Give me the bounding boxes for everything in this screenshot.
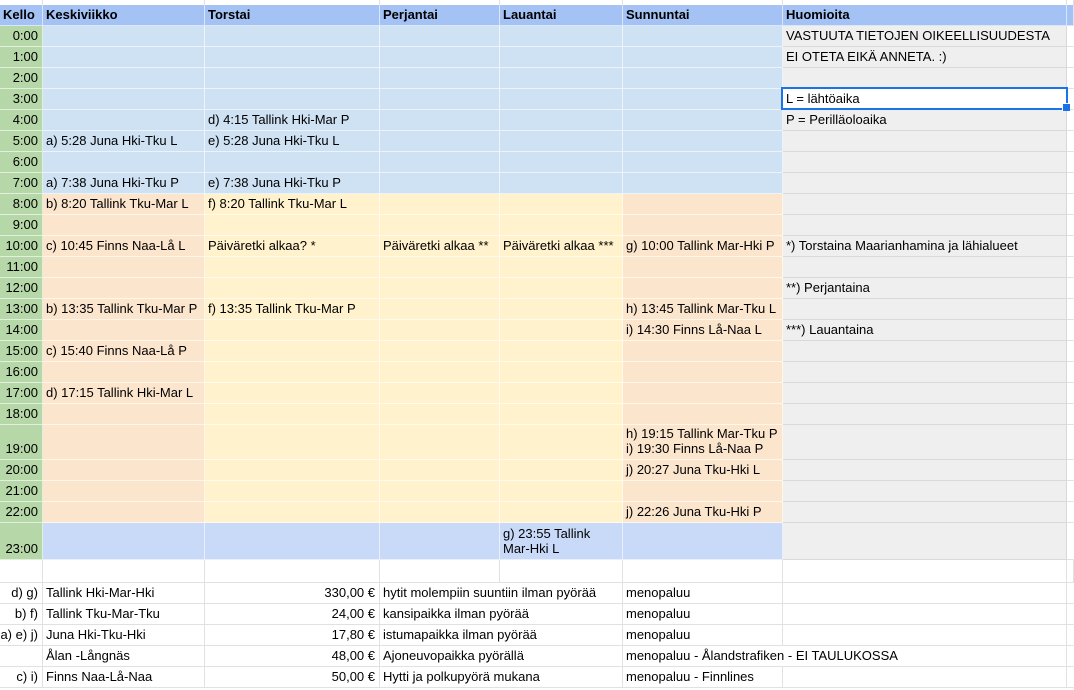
cell-keskiviikko-9:00[interactable] bbox=[43, 215, 205, 236]
cell-torstai-19:00[interactable] bbox=[205, 425, 380, 460]
cell-perjantai-23:00[interactable] bbox=[380, 523, 500, 560]
spacer-cell[interactable] bbox=[1067, 560, 1074, 583]
cell-torstai-0:00[interactable] bbox=[205, 26, 380, 47]
legend-description[interactable]: hytit molempiin suuntiin ilman pyörää bbox=[380, 583, 623, 604]
cell-extra-22:00[interactable] bbox=[1067, 502, 1074, 523]
legend-type[interactable]: menopaluu bbox=[623, 604, 783, 625]
cell-sunnuntai-23:00[interactable] bbox=[623, 523, 783, 560]
cell-torstai-23:00[interactable] bbox=[205, 523, 380, 560]
sheet-row bbox=[0, 320, 1074, 341]
cell-lauantai-15:00[interactable] bbox=[500, 341, 623, 362]
cell-lauantai-0:00[interactable] bbox=[500, 26, 623, 47]
cell-torstai-1:00[interactable] bbox=[205, 47, 380, 68]
cell-keskiviikko-17:00[interactable]: d) 17:15 Tallink Hki-Mar L bbox=[43, 383, 205, 404]
cell-huomioita-12:00[interactable]: **) Perjantaina bbox=[783, 278, 1067, 299]
legend-route[interactable]: Ålan -Långnäs bbox=[43, 646, 205, 667]
legend-route[interactable]: Juna Hki-Tku-Hki bbox=[43, 625, 205, 646]
cell-torstai-18:00[interactable] bbox=[205, 404, 380, 425]
cell-extra-10:00[interactable] bbox=[1067, 236, 1074, 257]
spacer-cell[interactable] bbox=[783, 560, 1067, 583]
cell-torstai-4:00[interactable]: d) 4:15 Tallink Hki-Mar P bbox=[205, 110, 380, 131]
legend-description[interactable]: Hytti ja polkupyörä mukana bbox=[380, 667, 623, 688]
legend-row bbox=[0, 667, 1074, 688]
legend-extra[interactable] bbox=[1067, 667, 1074, 688]
legend-type[interactable]: menopaluu - Finnlines bbox=[623, 667, 783, 688]
sheet-row bbox=[0, 215, 1074, 236]
cell-huomioita-13:00[interactable] bbox=[783, 299, 1067, 320]
legend-price[interactable]: 330,00 € bbox=[205, 583, 380, 604]
cell-torstai-2:00[interactable] bbox=[205, 68, 380, 89]
sheet-row bbox=[0, 523, 1074, 560]
sheet-row bbox=[0, 173, 1074, 194]
cell-huomioita-14:00[interactable]: ***) Lauantaina bbox=[783, 320, 1067, 341]
cell-torstai-22:00[interactable] bbox=[205, 502, 380, 523]
cell-lauantai-5:00[interactable] bbox=[500, 131, 623, 152]
cell-torstai-3:00[interactable] bbox=[205, 89, 380, 110]
cell-perjantai-9:00[interactable] bbox=[380, 215, 500, 236]
cell-perjantai-10:00[interactable]: Päiväretki alkaa ** bbox=[380, 236, 500, 257]
sheet-row bbox=[0, 47, 1074, 68]
column-header-perjantai[interactable]: Perjantai bbox=[380, 5, 500, 26]
time-cell-2:00[interactable]: 2:00 bbox=[0, 68, 43, 89]
cell-lauantai-10:00[interactable]: Päiväretki alkaa *** bbox=[500, 236, 623, 257]
cell-huomioita-19:00[interactable] bbox=[783, 425, 1067, 460]
cell-huomioita-5:00[interactable] bbox=[783, 131, 1067, 152]
time-cell-19:00[interactable]: 19:00 bbox=[0, 425, 43, 460]
sheet-row bbox=[0, 481, 1074, 502]
time-cell-3:00[interactable]: 3:00 bbox=[0, 89, 43, 110]
spacer-cell[interactable] bbox=[43, 560, 205, 583]
legend-route[interactable]: Finns Naa-Lå-Naa bbox=[43, 667, 205, 688]
cell-extra-15:00[interactable] bbox=[1067, 341, 1074, 362]
cell-huomioita-8:00[interactable] bbox=[783, 194, 1067, 215]
cell-sunnuntai-14:00[interactable]: i) 14:30 Finns Lå-Naa L bbox=[623, 320, 783, 341]
legend-price[interactable]: 48,00 € bbox=[205, 646, 380, 667]
time-cell-1:00[interactable]: 1:00 bbox=[0, 47, 43, 68]
cell-lauantai-12:00[interactable] bbox=[500, 278, 623, 299]
legend-empty[interactable] bbox=[783, 667, 1067, 688]
cell-keskiviikko-4:00[interactable] bbox=[43, 110, 205, 131]
cell-lauantai-20:00[interactable] bbox=[500, 460, 623, 481]
legend-extra[interactable] bbox=[1067, 625, 1074, 646]
cell-keskiviikko-16:00[interactable] bbox=[43, 362, 205, 383]
cell-extra-21:00[interactable] bbox=[1067, 481, 1074, 502]
cell-torstai-5:00[interactable]: e) 5:28 Juna Hki-Tku L bbox=[205, 131, 380, 152]
cell-perjantai-14:00[interactable] bbox=[380, 320, 500, 341]
sheet-row bbox=[0, 299, 1074, 320]
cell-keskiviikko-13:00[interactable]: b) 13:35 Tallink Tku-Mar P bbox=[43, 299, 205, 320]
time-cell-15:00[interactable]: 15:00 bbox=[0, 341, 43, 362]
cell-huomioita-2:00[interactable] bbox=[783, 68, 1067, 89]
cell-keskiviikko-5:00[interactable]: a) 5:28 Juna Hki-Tku L bbox=[43, 131, 205, 152]
cell-lauantai-22:00[interactable] bbox=[500, 502, 623, 523]
cell-sunnuntai-11:00[interactable] bbox=[623, 257, 783, 278]
cell-lauantai-23:00[interactable]: g) 23:55 Tallink Mar-Hki L bbox=[500, 523, 623, 560]
cell-lauantai-6:00[interactable] bbox=[500, 152, 623, 173]
legend-empty[interactable] bbox=[783, 583, 1067, 604]
column-header-extra[interactable] bbox=[1067, 5, 1074, 26]
legend-description[interactable]: kansipaikka ilman pyörää bbox=[380, 604, 623, 625]
legend-codes[interactable]: d) g) bbox=[0, 583, 43, 604]
legend-description[interactable]: istumapaikka ilman pyörää bbox=[380, 625, 623, 646]
time-cell-16:00[interactable]: 16:00 bbox=[0, 362, 43, 383]
time-cell-9:00[interactable]: 9:00 bbox=[0, 215, 43, 236]
legend-route[interactable]: Tallink Hki-Mar-Hki bbox=[43, 583, 205, 604]
sheet-row bbox=[0, 425, 1074, 460]
cell-torstai-8:00[interactable]: f) 8:20 Tallink Tku-Mar L bbox=[205, 194, 380, 215]
sheet-row bbox=[0, 89, 1074, 110]
time-cell-4:00[interactable]: 4:00 bbox=[0, 110, 43, 131]
cell-sunnuntai-9:00[interactable] bbox=[623, 215, 783, 236]
sheet-row bbox=[0, 26, 1074, 47]
cell-extra-0:00[interactable] bbox=[1067, 26, 1074, 47]
cell-sunnuntai-2:00[interactable] bbox=[623, 68, 783, 89]
column-header-lauantai[interactable]: Lauantai bbox=[500, 5, 623, 26]
cell-sunnuntai-17:00[interactable] bbox=[623, 383, 783, 404]
cell-huomioita-18:00[interactable] bbox=[783, 404, 1067, 425]
cell-huomioita-22:00[interactable] bbox=[783, 502, 1067, 523]
legend-extra[interactable] bbox=[1067, 583, 1074, 604]
cell-sunnuntai-12:00[interactable] bbox=[623, 278, 783, 299]
cell-keskiviikko-7:00[interactable]: a) 7:38 Juna Hki-Tku P bbox=[43, 173, 205, 194]
sheet-row bbox=[0, 404, 1074, 425]
sheet-row bbox=[0, 383, 1074, 404]
cell-perjantai-2:00[interactable] bbox=[380, 68, 500, 89]
time-cell-20:00[interactable]: 20:00 bbox=[0, 460, 43, 481]
cell-extra-9:00[interactable] bbox=[1067, 215, 1074, 236]
cell-lauantai-8:00[interactable] bbox=[500, 194, 623, 215]
cell-huomioita-4:00[interactable]: P = Perilläoloaika bbox=[783, 110, 1067, 131]
cell-keskiviikko-2:00[interactable] bbox=[43, 68, 205, 89]
legend-table bbox=[0, 560, 1074, 688]
cell-perjantai-1:00[interactable] bbox=[380, 47, 500, 68]
cell-keskiviikko-8:00[interactable]: b) 8:20 Tallink Tku-Mar L bbox=[43, 194, 205, 215]
cell-perjantai-11:00[interactable] bbox=[380, 257, 500, 278]
time-cell-23:00[interactable]: 23:00 bbox=[0, 523, 43, 560]
cell-torstai-10:00[interactable]: Päiväretki alkaa? * bbox=[205, 236, 380, 257]
time-cell-10:00[interactable]: 10:00 bbox=[0, 236, 43, 257]
sheet-row bbox=[0, 341, 1074, 362]
legend-codes[interactable]: b) f) bbox=[0, 604, 43, 625]
cell-perjantai-22:00[interactable] bbox=[380, 502, 500, 523]
cell-lauantai-4:00[interactable] bbox=[500, 110, 623, 131]
cell-extra-13:00[interactable] bbox=[1067, 299, 1074, 320]
cell-sunnuntai-7:00[interactable] bbox=[623, 173, 783, 194]
legend-row bbox=[0, 646, 1074, 667]
legend-extra[interactable] bbox=[1067, 604, 1074, 625]
cell-lauantai-9:00[interactable] bbox=[500, 215, 623, 236]
fill-handle-icon[interactable] bbox=[1062, 103, 1070, 111]
cell-perjantai-8:00[interactable] bbox=[380, 194, 500, 215]
legend-empty[interactable] bbox=[783, 625, 1067, 646]
legend-description[interactable]: Ajoneuvopaikka pyörällä bbox=[380, 646, 623, 667]
cell-extra-6:00[interactable] bbox=[1067, 152, 1074, 173]
cell-huomioita-21:00[interactable] bbox=[783, 481, 1067, 502]
cell-keskiviikko-6:00[interactable] bbox=[43, 152, 205, 173]
legend-price[interactable]: 17,80 € bbox=[205, 625, 380, 646]
cell-keskiviikko-3:00[interactable] bbox=[43, 89, 205, 110]
cell-extra-14:00[interactable] bbox=[1067, 320, 1074, 341]
cell-sunnuntai-21:00[interactable] bbox=[623, 481, 783, 502]
cell-huomioita-23:00[interactable] bbox=[783, 523, 1067, 560]
cell-huomioita-9:00[interactable] bbox=[783, 215, 1067, 236]
cell-sunnuntai-3:00[interactable] bbox=[623, 89, 783, 110]
cell-extra-17:00[interactable] bbox=[1067, 383, 1074, 404]
cell-lauantai-19:00[interactable] bbox=[500, 425, 623, 460]
cell-huomioita-7:00[interactable] bbox=[783, 173, 1067, 194]
cell-keskiviikko-21:00[interactable] bbox=[43, 481, 205, 502]
cell-sunnuntai-20:00[interactable]: j) 20:27 Juna Tku-Hki L bbox=[623, 460, 783, 481]
legend-empty[interactable] bbox=[783, 604, 1067, 625]
cell-sunnuntai-5:00[interactable] bbox=[623, 131, 783, 152]
cell-keskiviikko-19:00[interactable] bbox=[43, 425, 205, 460]
spacer-row bbox=[0, 560, 1074, 583]
cell-lauantai-17:00[interactable] bbox=[500, 383, 623, 404]
cell-huomioita-11:00[interactable] bbox=[783, 257, 1067, 278]
cell-keskiviikko-11:00[interactable] bbox=[43, 257, 205, 278]
spacer-cell[interactable] bbox=[623, 560, 783, 583]
cell-keskiviikko-20:00[interactable] bbox=[43, 460, 205, 481]
cell-huomioita-20:00[interactable] bbox=[783, 460, 1067, 481]
cell-keskiviikko-18:00[interactable] bbox=[43, 404, 205, 425]
cell-torstai-6:00[interactable] bbox=[205, 152, 380, 173]
legend-price[interactable]: 50,00 € bbox=[205, 667, 380, 688]
cell-sunnuntai-6:00[interactable] bbox=[623, 152, 783, 173]
sheet-row bbox=[0, 68, 1074, 89]
cell-torstai-13:00[interactable]: f) 13:35 Tallink Tku-Mar P bbox=[205, 299, 380, 320]
cell-perjantai-0:00[interactable] bbox=[380, 26, 500, 47]
cell-torstai-20:00[interactable] bbox=[205, 460, 380, 481]
cell-torstai-9:00[interactable] bbox=[205, 215, 380, 236]
time-cell-14:00[interactable]: 14:00 bbox=[0, 320, 43, 341]
cell-lauantai-14:00[interactable] bbox=[500, 320, 623, 341]
cell-perjantai-17:00[interactable] bbox=[380, 383, 500, 404]
cell-torstai-16:00[interactable] bbox=[205, 362, 380, 383]
legend-type[interactable]: menopaluu bbox=[623, 583, 783, 604]
sheet-row bbox=[0, 152, 1074, 173]
cell-lauantai-11:00[interactable] bbox=[500, 257, 623, 278]
header-row bbox=[0, 5, 1074, 26]
legend-codes[interactable] bbox=[0, 646, 43, 667]
cell-lauantai-18:00[interactable] bbox=[500, 404, 623, 425]
cell-torstai-11:00[interactable] bbox=[205, 257, 380, 278]
time-cell-17:00[interactable]: 17:00 bbox=[0, 383, 43, 404]
time-cell-11:00[interactable]: 11:00 bbox=[0, 257, 43, 278]
cell-extra-11:00[interactable] bbox=[1067, 257, 1074, 278]
legend-type[interactable]: menopaluu bbox=[623, 625, 783, 646]
time-cell-5:00[interactable]: 5:00 bbox=[0, 131, 43, 152]
spacer-cell[interactable] bbox=[205, 560, 380, 583]
spacer-cell[interactable] bbox=[500, 560, 623, 583]
cell-perjantai-20:00[interactable] bbox=[380, 460, 500, 481]
time-cell-6:00[interactable]: 6:00 bbox=[0, 152, 43, 173]
time-cell-22:00[interactable]: 22:00 bbox=[0, 502, 43, 523]
cell-extra-5:00[interactable] bbox=[1067, 131, 1074, 152]
cell-perjantai-19:00[interactable] bbox=[380, 425, 500, 460]
cell-keskiviikko-10:00[interactable]: c) 10:45 Finns Naa-Lå L bbox=[43, 236, 205, 257]
sheet-row bbox=[0, 460, 1074, 481]
cell-huomioita-1:00[interactable]: EI OTETA EIKÄ ANNETA. :) bbox=[783, 47, 1067, 68]
cell-lauantai-3:00[interactable] bbox=[500, 89, 623, 110]
cell-lauantai-2:00[interactable] bbox=[500, 68, 623, 89]
cell-sunnuntai-15:00[interactable] bbox=[623, 341, 783, 362]
legend-row bbox=[0, 604, 1074, 625]
legend-row bbox=[0, 625, 1074, 646]
column-header-sunnuntai[interactable]: Sunnuntai bbox=[623, 5, 783, 26]
cell-keskiviikko-14:00[interactable] bbox=[43, 320, 205, 341]
cell-huomioita-17:00[interactable] bbox=[783, 383, 1067, 404]
sheet-row bbox=[0, 194, 1074, 215]
sheet-row bbox=[0, 257, 1074, 278]
cell-extra-7:00[interactable] bbox=[1067, 173, 1074, 194]
cell-keskiviikko-12:00[interactable] bbox=[43, 278, 205, 299]
time-cell-0:00[interactable]: 0:00 bbox=[0, 26, 43, 47]
legend-codes[interactable]: a) e) j) bbox=[0, 625, 43, 646]
cell-perjantai-7:00[interactable] bbox=[380, 173, 500, 194]
cell-sunnuntai-8:00[interactable] bbox=[623, 194, 783, 215]
cell-sunnuntai-22:00[interactable]: j) 22:26 Juna Tku-Hki P bbox=[623, 502, 783, 523]
cell-perjantai-21:00[interactable] bbox=[380, 481, 500, 502]
cell-huomioita-0:00[interactable]: VASTUUTA TIETOJEN OIKEELLISUUDESTA bbox=[783, 26, 1067, 47]
time-cell-7:00[interactable]: 7:00 bbox=[0, 173, 43, 194]
column-header-huomioita[interactable]: Huomioita bbox=[783, 5, 1067, 26]
cell-huomioita-6:00[interactable] bbox=[783, 152, 1067, 173]
cell-extra-16:00[interactable] bbox=[1067, 362, 1074, 383]
legend-row bbox=[0, 583, 1074, 604]
cell-perjantai-6:00[interactable] bbox=[380, 152, 500, 173]
cell-lauantai-7:00[interactable] bbox=[500, 173, 623, 194]
cell-lauantai-21:00[interactable] bbox=[500, 481, 623, 502]
time-cell-21:00[interactable]: 21:00 bbox=[0, 481, 43, 502]
cell-sunnuntai-18:00[interactable] bbox=[623, 404, 783, 425]
time-cell-13:00[interactable]: 13:00 bbox=[0, 299, 43, 320]
cell-perjantai-15:00[interactable] bbox=[380, 341, 500, 362]
cell-sunnuntai-19:00[interactable]: h) 19:15 Tallink Mar-Tku P i) 19:30 Finns Lå-Naa P bbox=[623, 425, 783, 460]
sheet-row bbox=[0, 236, 1074, 257]
cell-sunnuntai-13:00[interactable]: h) 13:45 Tallink Mar-Tku L bbox=[623, 299, 783, 320]
cell-extra-4:00[interactable] bbox=[1067, 110, 1074, 131]
cell-torstai-17:00[interactable] bbox=[205, 383, 380, 404]
cell-extra-8:00[interactable] bbox=[1067, 194, 1074, 215]
legend-type[interactable]: menopaluu - Ålandstrafiken - EI TAULUKOSSA bbox=[623, 646, 1067, 667]
time-cell-18:00[interactable]: 18:00 bbox=[0, 404, 43, 425]
cell-huomioita-16:00[interactable] bbox=[783, 362, 1067, 383]
cell-perjantai-5:00[interactable] bbox=[380, 131, 500, 152]
cell-perjantai-16:00[interactable] bbox=[380, 362, 500, 383]
cell-perjantai-18:00[interactable] bbox=[380, 404, 500, 425]
cell-extra-19:00[interactable] bbox=[1067, 425, 1074, 460]
column-header-torstai[interactable]: Torstai bbox=[205, 5, 380, 26]
cell-sunnuntai-0:00[interactable] bbox=[623, 26, 783, 47]
cell-perjantai-3:00[interactable] bbox=[380, 89, 500, 110]
spacer-cell[interactable] bbox=[380, 560, 500, 583]
cell-sunnuntai-1:00[interactable] bbox=[623, 47, 783, 68]
cell-huomioita-15:00[interactable] bbox=[783, 341, 1067, 362]
time-cell-8:00[interactable]: 8:00 bbox=[0, 194, 43, 215]
cell-lauantai-16:00[interactable] bbox=[500, 362, 623, 383]
cell-lauantai-13:00[interactable] bbox=[500, 299, 623, 320]
grid-body bbox=[0, 26, 1074, 560]
cell-torstai-14:00[interactable] bbox=[205, 320, 380, 341]
time-cell-12:00[interactable]: 12:00 bbox=[0, 278, 43, 299]
sheet-row bbox=[0, 278, 1074, 299]
cell-torstai-12:00[interactable] bbox=[205, 278, 380, 299]
cell-lauantai-1:00[interactable] bbox=[500, 47, 623, 68]
cell-keskiviikko-1:00[interactable] bbox=[43, 47, 205, 68]
sheet-row bbox=[0, 110, 1074, 131]
cell-torstai-15:00[interactable] bbox=[205, 341, 380, 362]
cell-perjantai-4:00[interactable] bbox=[380, 110, 500, 131]
cell-extra-1:00[interactable] bbox=[1067, 47, 1074, 68]
spacer-cell[interactable] bbox=[0, 560, 43, 583]
cell-torstai-7:00[interactable]: e) 7:38 Juna Hki-Tku P bbox=[205, 173, 380, 194]
cell-sunnuntai-10:00[interactable]: g) 10:00 Tallink Mar-Hki P bbox=[623, 236, 783, 257]
legend-price[interactable]: 24,00 € bbox=[205, 604, 380, 625]
cell-keskiviikko-23:00[interactable] bbox=[43, 523, 205, 560]
legend-codes[interactable]: c) i) bbox=[0, 667, 43, 688]
cell-torstai-21:00[interactable] bbox=[205, 481, 380, 502]
cell-extra-12:00[interactable] bbox=[1067, 278, 1074, 299]
column-header-kello[interactable]: Kello bbox=[0, 5, 43, 26]
column-header-keskiviikko[interactable]: Keskiviikko bbox=[43, 5, 205, 26]
cell-extra-2:00[interactable] bbox=[1067, 68, 1074, 89]
cell-huomioita-10:00[interactable]: *) Torstaina Maarianhamina ja lähialueet bbox=[783, 236, 1067, 257]
cell-huomioita-3:00[interactable]: L = lähtöaika bbox=[783, 89, 1067, 110]
cell-extra-23:00[interactable] bbox=[1067, 523, 1074, 560]
sheet-row bbox=[0, 502, 1074, 523]
cell-keskiviikko-0:00[interactable] bbox=[43, 26, 205, 47]
legend-route[interactable]: Tallink Tku-Mar-Tku bbox=[43, 604, 205, 625]
sheet-row bbox=[0, 131, 1074, 152]
cell-keskiviikko-22:00[interactable] bbox=[43, 502, 205, 523]
cell-sunnuntai-16:00[interactable] bbox=[623, 362, 783, 383]
sheet-row bbox=[0, 362, 1074, 383]
cell-extra-20:00[interactable] bbox=[1067, 460, 1074, 481]
cell-keskiviikko-15:00[interactable]: c) 15:40 Finns Naa-Lå P bbox=[43, 341, 205, 362]
legend-extra[interactable] bbox=[1067, 646, 1074, 667]
cell-perjantai-12:00[interactable] bbox=[380, 278, 500, 299]
cell-extra-18:00[interactable] bbox=[1067, 404, 1074, 425]
cell-perjantai-13:00[interactable] bbox=[380, 299, 500, 320]
cell-sunnuntai-4:00[interactable] bbox=[623, 110, 783, 131]
